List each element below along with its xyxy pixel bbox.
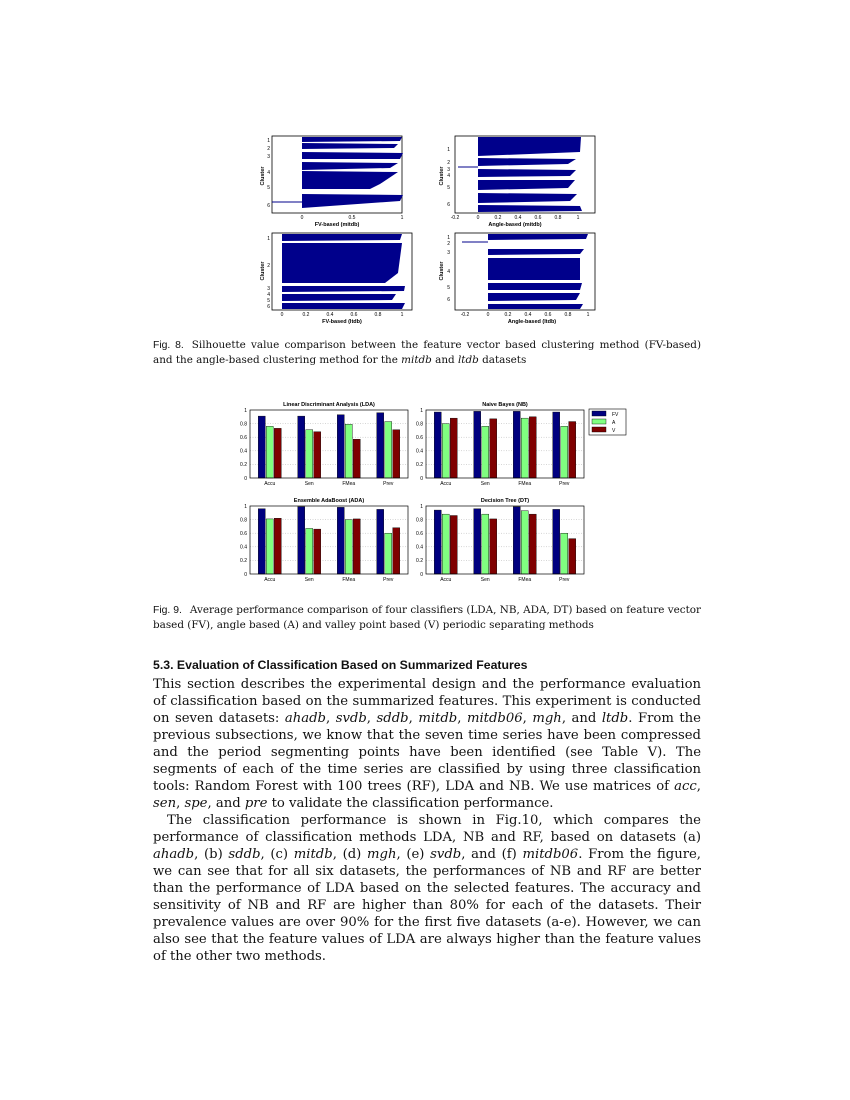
bar-chart-2 — [240, 498, 408, 583]
x-axis-label: FV-based (ltdb) — [322, 319, 362, 325]
bar-a — [266, 426, 273, 478]
chart-title: Ensemble AdaBoost (ADA) — [293, 498, 365, 504]
bar-v — [529, 417, 536, 478]
x-tick-label: Prev — [559, 481, 570, 487]
x-tick-label: Prev — [383, 577, 394, 583]
section-title: 5.3. Evaluation of Classification Based on Summarized Features — [153, 658, 528, 672]
y-tick-label: 0.8 — [416, 421, 423, 428]
plot-frame — [426, 506, 584, 574]
xtick: 0.2 — [302, 312, 310, 318]
bar-v — [274, 518, 281, 574]
y-axis-label: Cluster — [439, 261, 445, 281]
ytick: 5 — [267, 185, 270, 191]
ytick: 1 — [447, 235, 450, 241]
y-tick-label: 1 — [244, 407, 247, 414]
xtick: -0.2 — [460, 312, 470, 318]
xtick: 0.2 — [494, 215, 502, 221]
caption-text: and — [431, 354, 458, 366]
bar-fv — [474, 509, 481, 574]
bar-fv — [337, 507, 344, 574]
bar-fv — [258, 509, 265, 574]
y-tick-label: 1 — [420, 503, 423, 510]
bar-v — [314, 432, 321, 478]
silhouette-bars — [282, 234, 405, 309]
chart-title: Naive Bayes (NB) — [482, 402, 528, 408]
ytick: 1 — [267, 138, 270, 144]
ytick: 2 — [267, 263, 270, 269]
y-tick-label: 0.6 — [416, 531, 423, 537]
paragraph: This section describes the experimental design and the performance evaluation of classification based on the summarized features. This experiment is conducted on seven datasets: ahadb, svdb, sddb, mitdb, mitdb06, mgh, and ltdb. From the previous subsections, we know that the seven time series have been compressed and the period segmenting points have been identified (see Table V). The segments of each of the time series are classified by using three classification tools: Random Forest with 100 trees (RF), LDA and NB. We use matrices of acc, sen, spe, and pre to validate the classification performance. — [153, 677, 701, 811]
y-tick-label: 0 — [420, 475, 423, 482]
ytick: 5 — [267, 298, 270, 304]
xtick: 1 — [576, 215, 580, 221]
bar-v — [490, 519, 497, 574]
ytick: 4 — [447, 269, 450, 275]
plot-frame — [250, 410, 408, 478]
silhouette-bars — [458, 137, 582, 212]
bar-fv — [474, 411, 481, 478]
figure-9 — [228, 396, 628, 586]
y-tick-label: 0.4 — [240, 544, 247, 551]
xtick: 0 — [476, 215, 480, 221]
xtick: 0.6 — [534, 215, 542, 221]
y-tick-label: 0 — [244, 571, 247, 578]
bar-fv — [258, 416, 265, 478]
legend-swatch-a — [592, 419, 606, 424]
bar-v — [274, 428, 281, 478]
bar-a — [561, 533, 568, 574]
x-axis-label: Angle-based (mitdb) — [488, 222, 542, 228]
fig9-caption — [153, 603, 701, 632]
bar-fv — [377, 509, 384, 574]
ytick: 4 — [267, 292, 270, 298]
xtick: 0.4 — [514, 215, 522, 221]
caption-text: Silhouette value comparison between the feature vector based clustering method (FV-based) and the angle-based clustering method for the — [153, 339, 701, 366]
caption-text: datasets — [478, 354, 527, 366]
bar-fv — [298, 416, 305, 478]
ytick: 1 — [267, 236, 270, 242]
bar-v — [393, 430, 400, 478]
fig8-caption — [153, 338, 701, 367]
bar-a — [345, 424, 352, 478]
fig9-legend — [589, 409, 626, 435]
bar-v — [353, 519, 360, 574]
chart-title: Linear Discriminant Analysis (LDA) — [283, 402, 375, 408]
xtick: 0.8 — [554, 215, 562, 221]
bar-a — [306, 528, 313, 574]
ytick: 1 — [447, 147, 450, 153]
legend-swatch-fv — [592, 411, 606, 416]
paragraph: The classification performance is shown in Fig.10, which compares the performance of classification methods LDA, NB and RF, based on datasets (a) ahadb, (b) sddb, (c) mitdb, (d) mgh, (e) svdb, and (f) mitdb06. From the figure, we can see that for all six datasets, the performances of NB and RF are better than the performance of LDA based on the selected features. The accuracy and sensitivity of NB and RF are higher than 80% for each of the datasets. Their prevalence values are over 90% for the first five datasets (a-e). However, we can also see that the feature values of LDA are always higher than the feature values of the other two methods. — [153, 813, 702, 964]
caption-dataset: ltdb — [457, 354, 479, 366]
ytick: 3 — [447, 167, 450, 173]
bar-fv — [337, 415, 344, 478]
xtick: 0.8 — [374, 312, 382, 318]
ytick: 5 — [447, 285, 450, 291]
legend-label: V — [612, 428, 616, 434]
bar-a — [521, 511, 528, 574]
x-tick-label: Accu — [264, 481, 276, 487]
x-tick-label: FMea — [518, 577, 532, 583]
xtick: 1 — [400, 312, 404, 318]
caption-label: Fig. 8. — [153, 340, 184, 351]
ytick: 6 — [267, 203, 270, 209]
bar-a — [482, 426, 489, 478]
bar-v — [450, 418, 457, 478]
x-axis-label: Angle-based (ltdb) — [507, 319, 557, 325]
bar-a — [385, 422, 392, 478]
x-tick-label: Accu — [264, 577, 276, 583]
ytick: 2 — [447, 241, 450, 247]
x-tick-label: FMea — [342, 481, 356, 487]
xtick: -0.2 — [450, 215, 460, 221]
ytick: 6 — [447, 297, 450, 303]
bar-a — [482, 514, 489, 574]
bar-v — [490, 419, 497, 478]
bar-fv — [553, 412, 560, 478]
x-tick-label: FMea — [342, 577, 356, 583]
bar-a — [521, 418, 528, 478]
y-tick-label: 0.2 — [240, 462, 247, 469]
bar-a — [442, 424, 449, 478]
xtick: 0.8 — [564, 312, 572, 318]
ytick: 6 — [267, 304, 270, 310]
y-tick-label: 1 — [244, 503, 247, 510]
y-tick-label: 0.6 — [416, 435, 423, 441]
y-tick-label: 0 — [420, 571, 423, 578]
x-tick-label: FMea — [518, 481, 532, 487]
bar-fv — [513, 507, 520, 574]
bar-fv — [513, 411, 520, 478]
fig8-panel-fv-ltdb — [260, 233, 412, 325]
y-tick-label: 0.2 — [416, 462, 423, 469]
y-axis-label: Cluster — [260, 166, 266, 186]
y-tick-label: 0.4 — [240, 448, 247, 455]
y-tick-label: 0.2 — [240, 558, 247, 565]
y-tick-label: 0.8 — [240, 421, 247, 428]
plot-frame — [250, 506, 408, 574]
ytick: 2 — [267, 146, 270, 152]
xtick: 0.4 — [524, 312, 532, 318]
xtick: 1 — [400, 215, 404, 221]
bar-a — [266, 519, 273, 574]
bar-v — [353, 439, 360, 478]
ytick: 2 — [447, 160, 450, 166]
ytick: 3 — [267, 154, 270, 160]
caption-dataset: mitdb — [401, 354, 432, 366]
x-tick-label: Accu — [440, 481, 452, 487]
caption-label: Fig. 9. — [153, 605, 182, 616]
ytick: 4 — [267, 170, 270, 176]
bar-fv — [434, 510, 441, 574]
bar-fv — [298, 507, 305, 574]
x-tick-label: Sen — [304, 577, 314, 583]
xtick: 0.5 — [348, 215, 356, 221]
plot-frame — [426, 410, 584, 478]
bar-chart-3 — [416, 498, 584, 583]
y-tick-label: 0.8 — [416, 517, 423, 524]
bar-fv — [434, 412, 441, 478]
fig8-panel-angle-ltdb — [439, 233, 595, 325]
x-tick-label: Sen — [480, 481, 490, 487]
y-tick-label: 0.4 — [416, 448, 423, 455]
x-tick-label: Sen — [480, 577, 490, 583]
ytick: 4 — [447, 173, 450, 179]
y-axis-label: Cluster — [260, 261, 266, 281]
x-tick-label: Prev — [383, 481, 394, 487]
x-tick-label: Accu — [440, 577, 452, 583]
bar-a — [442, 514, 449, 574]
bar-a — [345, 520, 352, 574]
bar-a — [306, 430, 313, 478]
bar-v — [529, 514, 536, 574]
y-tick-label: 1 — [420, 407, 423, 414]
fig8-panel-fv-mitdb — [260, 136, 404, 228]
xtick: 0 — [486, 312, 490, 318]
bar-v — [450, 516, 457, 574]
y-tick-label: 0.4 — [416, 544, 423, 551]
ytick: 3 — [267, 286, 270, 292]
xtick: 0.6 — [350, 312, 358, 318]
xtick: 0 — [300, 215, 304, 221]
x-tick-label: Sen — [304, 481, 314, 487]
ytick: 6 — [447, 202, 450, 208]
bar-v — [569, 422, 576, 478]
bar-v — [569, 539, 576, 574]
y-tick-label: 0 — [244, 475, 247, 482]
fig8-panel-angle-mitdb — [439, 136, 595, 228]
ytick: 5 — [447, 185, 450, 191]
caption-text: Average performance comparison of four classifiers (LDA, NB, ADA, DT) based on feature vector based (FV), angle based (A) and valley point based (V) periodic separating methods — [153, 604, 702, 631]
ytick: 3 — [447, 250, 450, 256]
bar-chart-0 — [240, 402, 408, 487]
bar-fv — [553, 509, 560, 574]
y-tick-label: 0.6 — [240, 531, 247, 537]
bar-a — [385, 533, 392, 574]
silhouette-bars — [462, 234, 588, 309]
xtick: 0.2 — [504, 312, 512, 318]
legend-swatch-v — [592, 427, 606, 432]
xtick: 1 — [586, 312, 590, 318]
y-axis-label: Cluster — [439, 166, 445, 186]
legend-label: A — [612, 420, 616, 426]
bar-v — [314, 529, 321, 574]
y-tick-label: 0.8 — [240, 517, 247, 524]
figure-8 — [250, 128, 610, 328]
x-tick-label: Prev — [559, 577, 570, 583]
silhouette-bars — [272, 137, 403, 208]
bar-chart-1 — [416, 402, 584, 487]
y-tick-label: 0.2 — [416, 558, 423, 565]
xtick: 0.6 — [544, 312, 552, 318]
bar-fv — [377, 413, 384, 478]
chart-title: Decision Tree (DT) — [480, 498, 530, 504]
xtick: 0.4 — [326, 312, 334, 318]
section-body — [153, 676, 701, 965]
xtick: 0 — [280, 312, 284, 318]
bar-a — [561, 426, 568, 478]
y-tick-label: 0.6 — [240, 435, 247, 441]
x-axis-label: FV-based (mitdb) — [314, 222, 360, 228]
bar-v — [393, 528, 400, 574]
legend-label: FV — [612, 412, 619, 418]
